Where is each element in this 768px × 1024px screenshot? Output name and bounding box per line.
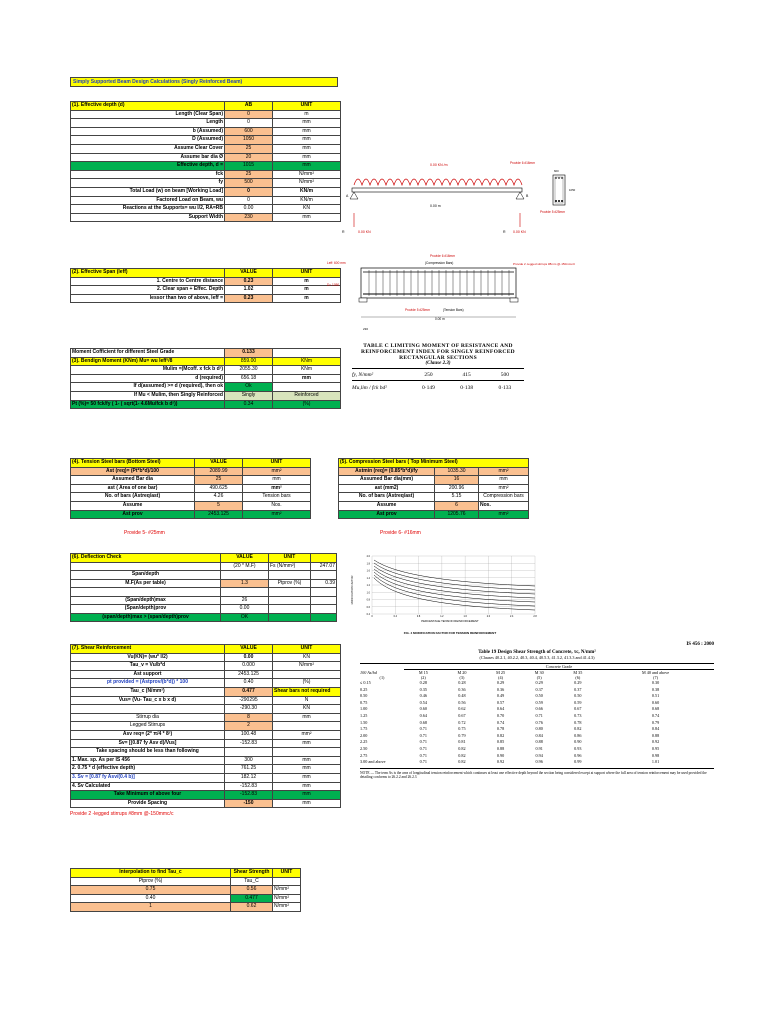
- table-row: Factored Load on Beam, wu 0 KN/m: [71, 196, 341, 205]
- svg-text:(Compression Bars): (Compression Bars): [425, 261, 454, 265]
- table-row: Ast support 2453.125: [71, 670, 341, 679]
- section-heading: (4). Tension Steel bars (Bottom Steel): [71, 459, 195, 468]
- column-header: AB: [225, 102, 273, 111]
- leff-label: Leff: 600 mm: [327, 261, 346, 265]
- table-row: Mulim =(Mcoff. x fck b d²) 2055.30 KNm: [71, 366, 341, 375]
- svg-text:1050: 1050: [569, 188, 576, 192]
- y-tick-label: 0.6: [366, 605, 370, 609]
- table-row: Stirrup dia 8 mm: [71, 713, 341, 722]
- table-row: 2.75 0.71 0.82 0.90 0.94 0.96 0.98: [360, 752, 660, 758]
- table-row: [71, 588, 337, 596]
- table-row: Vu(KN)= (wu* l/2) 0.00 KN: [71, 653, 341, 662]
- table-row: Total Load (w) on beam [Working Load] 0 KN/m: [71, 187, 341, 196]
- table-row: Astmin (req)= (0.85*b*d)/fy 1035.30 mm²: [339, 467, 529, 476]
- tension-steel-note: Provide 5- #25mm: [124, 530, 165, 536]
- table-row: Support Width 230 mm: [71, 213, 341, 222]
- y-tick-label: 1.4: [366, 576, 370, 580]
- fig4-caption: FIG. 4 MODIFICATION FACTOR FOR TENSION REINFORCEMENT: [403, 631, 497, 635]
- column-header: UNIT: [243, 459, 311, 468]
- svg-text:600: 600: [554, 169, 559, 173]
- table-c-title: TABLE C LIMITING MOMENT OF RESISTANCE AND REINFORCEMENT INDEX FOR SINGLY REINFORCED RECTANGULAR SECTIONS: [361, 343, 515, 361]
- y-tick-label: 0.8: [366, 598, 370, 602]
- section-heading: Interpolation to find Tau_c: [71, 869, 231, 878]
- svg-text:PERCENTAGE TENSION REINFORCE: PERCENTAGE TENSION REINFORCEMENT: [421, 619, 479, 623]
- table-row: 0.25 0.35 0.36 0.36 0.37 0.37 0.38: [360, 686, 660, 692]
- table-row: ast ( Area of one bar) 490.625 mm²: [71, 484, 311, 493]
- table-row: Provide Spacing -150 mm: [71, 799, 341, 808]
- table-row: Assumed Bar dia(mm) 16 mm: [339, 476, 529, 485]
- table-row: Length (Clear Span) 0 m: [71, 110, 341, 119]
- table-row: lessor than two of above, leff = 0.23 m: [71, 294, 341, 303]
- table-row: 1.50 0.68 0.72 0.74 0.76 0.78 0.79: [360, 719, 660, 725]
- modification-curve: [374, 572, 535, 602]
- table-row: 2. 0.75 * d (effective depth) 761.25 mm: [71, 765, 341, 774]
- table-row: 3.00 and above 0.71 0.82 0.92 0.96 0.99 1.01: [360, 759, 660, 765]
- table-row: D (Assumed) 1050 mm: [71, 136, 341, 145]
- table-row: (span/depth)max > (span/depth)prov OK: [71, 613, 337, 622]
- y-tick-label: 1.0: [366, 591, 370, 595]
- beam-load-diagram: [340, 155, 580, 240]
- svg-text:(Tension Bars): (Tension Bars): [443, 308, 464, 312]
- table-row: 2.50 0.71 0.82 0.88 0.91 0.93 0.95: [360, 745, 660, 751]
- modification-curve: [374, 575, 535, 606]
- svg-text:230: 230: [363, 327, 369, 331]
- stirrup-label: Provide 2 -legged stirrups #8mm @-150mmc/c: [513, 262, 576, 266]
- svg-text:MODIFICATION FACTOR: MODIFICATION FACTOR: [351, 575, 354, 605]
- table-row: 1. Centre to Centre distance 0.23 m: [71, 277, 341, 286]
- table-row: Tau_c (N/mm²) 0.477 Shear bars not required: [71, 687, 341, 696]
- table-row: (Span/depth)prov 0.00: [71, 605, 337, 614]
- table-19-image: IS 456 : 2000 Table 19 Design Shear Strength of Concrete, τc, N/mm² (Clauses 40.2.1, 40.2.2, 40.3, 40.4, 40.5.3, 41.3.2, 41.3.3 and 41.4.3) Concrete Grade 100 As/bd M 15 M 20 M 25 M 30 M 35 M 40 and above (1) (2) (3) (4) (5) (6) (7) ≤ 0.15 0.28 0.28 0.29 0.29 0.29 0.30 0.25 0.35 0.36 0.36 0.37 0.37 0.38 0.50 0.46 0.48 0.49 0.50 0.50 0.51 0.75 0.54 0.56 0.57 0.59 0.59 0.60 1.00 0.60 0.62 0.64 0.66 0.67 0.68 1.25 0.64 0.67 0.70 0.71 0.73 0.74 1.50 0.68 0.72 0.74 0.76 0.78 0.79 1.75 0.71 0.75 0.78 0.80 0.82 0.84 2.00 0.71 0.79 0.82 0.84 0.86 0.88 2.25 0.71 0.81 0.85 0.88 0.90 0.92 2.50 0.71 0.82 0.88 0.91 0.93 0.95 2.75 0.71 0.82 0.90 0.94 0.96 0.98 3.00 and above 0.71 0.82 0.92 0.96 0.99 1.01 NOTE — The term As is the area of longitudinal tension reinforcement which continues at least one effective depth beyond the section being considered except at support where the full area of tension reinforcement may be used provided the detailing conforms to 26.2.2 and 26.2.3: [356, 640, 718, 840]
- column-header: VALUE: [225, 269, 273, 278]
- table-19-title: Table 19 Design Shear Strength of Concrete, τc, N/mm²: [478, 650, 596, 655]
- reaction-b: 0.00 KN: [513, 230, 526, 234]
- table-row: Effective depth, d = 1015 mm: [71, 162, 341, 171]
- section-heading: (1). Effective depth (d): [71, 102, 225, 111]
- table-row: 2.00 0.71 0.79 0.82 0.84 0.86 0.88: [360, 732, 660, 738]
- table-row: 0.50 0.46 0.48 0.49 0.50 0.50 0.51: [360, 693, 660, 699]
- column-header: UNIT: [273, 102, 341, 111]
- modification-curve: [374, 578, 535, 610]
- deflection-table: (6). Deflection Check VALUE UNIT (20 * M.F) Fs (N/mm²) 247.07 Span/depth M.F(As per table) 1.3 Ptprov (%) 0.39 (Span/depth)max 26 (Span/depth)prov 0.00 (span/depth)max > (span/depth)prov OK: [70, 553, 337, 622]
- table-row: 3. Sv = [0.87 fy Asv/(0.4 b)] 182.12 mm: [71, 773, 341, 782]
- column-header: UNIT: [269, 554, 311, 563]
- span-label: 0.00 m: [430, 204, 441, 208]
- table-c-image: TABLE C LIMITING MOMENT OF RESISTANCE AND REINFORCEMENT INDEX FOR SINGLY REINFORCED RECTANGULAR SECTIONS (Clause 2.3) fy, N/mm² 250 415 500 Mu,lim / fck bd² 0·149 0·138 0·133: [342, 343, 534, 403]
- section-heading: (7). Shear Reinforcement: [71, 645, 225, 654]
- table-row: Length 0 mm: [71, 119, 341, 128]
- table-row: No. of bars (Astreq/ast) 4.26 Tension bars: [71, 493, 311, 502]
- y-tick-label: 1.6: [366, 569, 370, 573]
- table-row: Ast (req)= (Pt*b*d)/100 2089.99 mm²: [71, 467, 311, 476]
- table-row: 1.75 0.71 0.75 0.78 0.80 0.82 0.84: [360, 726, 660, 732]
- table-row: d (required) 656.18 mm: [71, 374, 341, 383]
- table-row: -290.30 KN: [71, 705, 341, 714]
- table-row: Reactions at the Supports= wu l/2, RA=RB 0.00 KN: [71, 205, 341, 214]
- table-row: Tau_v = Vu/b*d 0.000 N/mm²: [71, 662, 341, 671]
- column-header: UNIT: [273, 269, 341, 278]
- table-row: Moment Cofficient for different Steel Grade 0.133: [71, 349, 341, 358]
- compression-steel-table: [338, 458, 529, 519]
- x-tick-label: 0.8: [416, 615, 421, 618]
- x-tick-label: 0: [371, 615, 373, 618]
- svg-text:R: R: [342, 230, 345, 234]
- table-row: Assume Clear Cover 25 mm: [71, 144, 341, 153]
- svg-text:0.00 m: 0.00 m: [435, 317, 445, 321]
- modification-curve: [374, 569, 535, 598]
- table-row: ≤ 0.15 0.28 0.28 0.29 0.29 0.29 0.30: [360, 680, 660, 685]
- table-row: 2.25 0.71 0.81 0.85 0.88 0.90 0.92: [360, 739, 660, 745]
- table-row: M.F(As per table) 1.3 Ptprov (%) 0.39: [71, 579, 337, 588]
- table-row: Asv req= (2* π/4 * 8²) 100.48 mm²: [71, 730, 341, 739]
- table-row: Assume 5 Nos.: [71, 501, 311, 510]
- table-row: (Span/depth)max 26: [71, 596, 337, 605]
- y-tick-label: 1.8: [366, 562, 370, 566]
- beam-longitudinal-section: [325, 253, 576, 333]
- table-row: ast (mm2) 200.96 mm²: [339, 484, 529, 493]
- svg-text:R: R: [503, 230, 506, 234]
- table-row: If d(assumed) >= d (required), then ok Ok: [71, 383, 341, 392]
- bending-moment-table: [70, 348, 341, 409]
- x-tick-label: 2.0: [486, 615, 491, 618]
- top-bars-label: Provide 6 #16mm: [510, 161, 535, 165]
- column-header: VALUE: [195, 459, 243, 468]
- compression-steel-note: Provide 6- #16mm: [380, 530, 421, 536]
- table-19-note: NOTE — The term As is the area of longitudinal tension reinforcement which continues at least one effective depth beyond the section being considered except at support where the full area of tension reinforcement may be used provided the detailing conforms to 26.2.2 and 26.2.3: [360, 770, 707, 779]
- reaction-a: 0.00 KN: [358, 230, 371, 234]
- table-row: Legged Stirrups 2: [71, 722, 341, 731]
- column-header: VALUE: [221, 554, 269, 563]
- table-row: 2. Clear span + Effec. Depth 1.02 m: [71, 286, 341, 295]
- column-header: UNIT: [273, 645, 341, 654]
- depth-label: D= 1050: [327, 283, 340, 287]
- table-row: 0.75 0.54 0.56 0.57 0.59 0.59 0.60: [360, 699, 660, 705]
- table-row: Take spacing should be less than following: [71, 748, 341, 757]
- table-row: (3). Bendign Moment (KNm) Mu= wu leff²/8 859.00 KNm: [71, 357, 341, 366]
- table-row: 1.25 0.64 0.67 0.70 0.71 0.73 0.74: [360, 712, 660, 718]
- x-tick-label: 1.2: [440, 615, 444, 618]
- table-row: Take Minimum of above four -152.83 mm: [71, 791, 341, 800]
- interpolation-table: Interpolation to find Tau_c Shear Strength UNIT Ptprov (%) Tau_C 0.75 0.56 N/mm² 0.40 0.477 N/mm² 1 0.62 N/mm²: [70, 868, 301, 912]
- table-row: Assume 6 Nos.: [339, 501, 529, 510]
- table-header-row: [71, 102, 341, 111]
- section-heading: (6). Deflection Check: [71, 554, 221, 563]
- table-row: pt provided = (Astprov/(b*d)) * 100 0.40 (%): [71, 679, 341, 688]
- y-tick-label: 0.4: [366, 613, 370, 616]
- table-row: fy 500 N/mm²: [71, 179, 341, 188]
- table-row: fck 25 N/mm²: [71, 170, 341, 179]
- y-tick-label: 1.2: [366, 584, 370, 587]
- effective-depth-table: [70, 101, 341, 222]
- svg-text:Provide 6 #16mm: Provide 6 #16mm: [430, 254, 455, 258]
- load-label: 0.00 KN /m: [430, 163, 448, 167]
- table-row: No. of bars (Astreq/ast) 5.15 Compression bars: [339, 493, 529, 502]
- modification-curve: [374, 563, 535, 590]
- table-row: Sv= [(0.87 fy Asv d)/Vus] -152.83 mm: [71, 739, 341, 748]
- table-row: 1.00 0.60 0.62 0.64 0.66 0.67 0.68: [360, 706, 660, 712]
- sheet-title: Simply Supported Beam Design Calculations (Singly Reinforced Beam): [70, 77, 338, 87]
- shear-note: Provide 2 -legged stirrups #8mm @-150mmc/c: [70, 811, 174, 817]
- modification-factor-figure: [350, 550, 545, 638]
- section-heading: (2). Effective Span (leff): [71, 269, 225, 278]
- effective-span-table: [70, 268, 341, 303]
- table-row: 1. Max. sp. As per IS 456 300 mm: [71, 756, 341, 765]
- column-header: VALUE: [225, 645, 273, 654]
- column-header: Shear Strength: [231, 869, 273, 878]
- table-row: If Mu < Mulim, then Singly Reinforced Singly Reinforced: [71, 391, 341, 400]
- table-row: Assumed Bar dia 25 mm: [71, 476, 311, 485]
- svg-text:B: B: [526, 194, 529, 198]
- table-row: Vus= (Vu- Tau_c x b x d) -290295 N: [71, 696, 341, 705]
- x-tick-label: 1.6: [463, 615, 467, 618]
- modification-curve: [374, 560, 535, 586]
- y-tick-label: 2.0: [366, 555, 370, 558]
- table-row: Assume bar dia Ø 20 mm: [71, 153, 341, 162]
- bottom-bars-label: Provide 5 #25mm: [540, 210, 565, 214]
- table-row: Span/depth: [71, 571, 337, 580]
- column-header: UNIT: [273, 869, 301, 878]
- table-row: 4. Sv Calculated -152.83 mm: [71, 782, 341, 791]
- shear-reinforcement-table: [70, 644, 341, 808]
- table-row: b (Assumed) 600 mm: [71, 127, 341, 136]
- svg-text:A: A: [346, 194, 349, 198]
- svg-text:Provide 5 #25mm: Provide 5 #25mm: [405, 308, 430, 312]
- x-tick-label: 2.4: [510, 615, 514, 618]
- x-tick-label: 0.4: [393, 615, 397, 618]
- table-row: Ast prov 2453.125 mm²: [71, 510, 311, 519]
- tension-steel-table: [70, 458, 311, 519]
- table-row: Pt (%)= 50 fck/fy ( 1- ( sqrt(1- 4.6Mu/fck b d²)) 0.34 (%): [71, 400, 341, 409]
- table-row: Ast prov 1205.76 mm²: [339, 510, 529, 519]
- x-tick-label: 2.8: [533, 615, 537, 618]
- section-heading: (5). Compression Steel bars ( Top Minimum Steel): [339, 459, 529, 468]
